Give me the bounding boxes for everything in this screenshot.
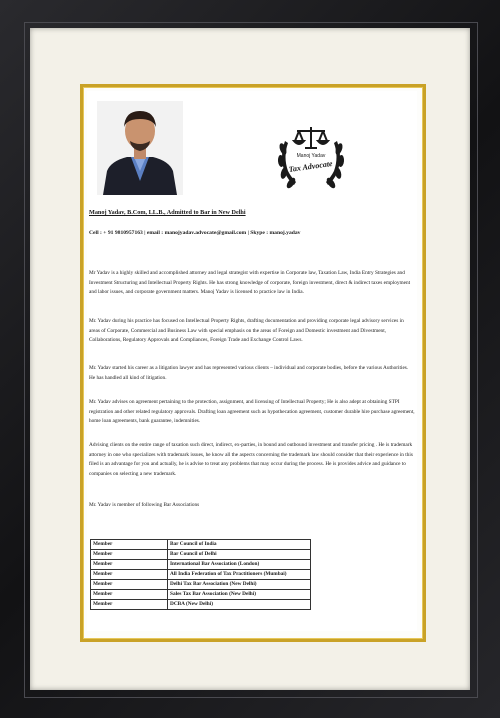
table-row	[91, 570, 311, 580]
scales-of-justice-icon	[294, 127, 328, 148]
table-row	[91, 560, 311, 570]
logo-top-text: Manoj Yadav	[296, 153, 326, 159]
bio-paragraph: Mr Yadav is a highly skilled and accomplished attorney and legal strategist with expertise in Corporate law, Taxation Law, India Entry Strategies and Investment Structuring and Intellectual Property Rights. He has strong knowledge of corporate, foreign investment, direct & indirect taxes employment and labor issues, and corporate government matters. Manoj Yadav is licensed to practice law in India.	[89, 270, 411, 296]
table-row	[91, 540, 311, 550]
membership-body: DCBA (New Delhi)	[168, 600, 311, 610]
membership-body: Bar Council of India	[168, 540, 311, 550]
bio-paragraph: Mr. Yadav started his career as a litigation lawyer and has represented various clients – individual and corporate bodies, before the various Authorities. He has handled all kind of litigation.	[89, 365, 409, 381]
table-row	[91, 550, 311, 560]
bio-paragraph: Mr. Yadav advises on agreement pertaining to the protection, assignment, and licensing of Intellectual Property; He is also adept at obtaining STPI registration and other related regulatory approvals. Drafting loan agreement such as hypothecation agreement, customer durable hire purchase agreement, home loan agreements, bank guarantee, indemnities.	[89, 399, 415, 425]
membership-role: Member	[91, 600, 168, 610]
membership-role: Member	[91, 580, 168, 590]
membership-body: Sales Tax Bar Association (New Delhi)	[168, 590, 311, 600]
profile-photo	[97, 101, 183, 195]
table-row	[91, 590, 311, 600]
membership-body: Bar Council of Delhi	[168, 550, 311, 560]
certificate-paper	[87, 91, 417, 631]
logo-bottom-text: Tax Advocate	[288, 159, 334, 175]
membership-intro: Mr. Yadav is member of following Bar Associations	[89, 502, 200, 508]
table-row	[91, 600, 311, 610]
membership-role: Member	[91, 590, 168, 600]
membership-body: International Bar Association (London)	[168, 560, 311, 570]
membership-role: Member	[91, 560, 168, 570]
membership-role: Member	[91, 570, 168, 580]
tax-advocate-logo	[271, 117, 351, 197]
person-portrait-icon	[97, 101, 183, 195]
membership-body: Delhi Tax Bar Association (New Delhi)	[168, 580, 311, 590]
contact-line: Cell : + 91 9810957163 | email : manojyadav.advocate@gmail.com | Skype : manoj.yadav	[89, 230, 301, 236]
advocate-name-line: Manoj Yadav, B.Com, LL.B., Admitted to Bar in New Delhi	[89, 209, 246, 216]
membership-body: All India Federation of Tax Practitioners (Mumbai)	[168, 570, 311, 580]
membership-role: Member	[91, 550, 168, 560]
bio-paragraph: Mr. Yadav during his practice has focused on Intellectual Property Rights, drafting documentation and providing corporate legal advisory services in areas of Corporate, Commercial and Business Law with special emphasis on the areas of Foreign and Domestic investment and Divestment, Collaborations, Regulatory Approvals and Compliances, Foreign Trade and Exchange Control Laws.	[89, 318, 404, 344]
membership-table	[90, 539, 311, 610]
bio-paragraph: Advising clients on the entire range of taxation such direct, indirect, ex-parties, in bound and outbound investment and transfer pricing . He is trademark attorney in one who specializes with trademark issues, he know all the aspects concerning the trademark law should consider that their experience in this filed is an advantage for you and actually, he is advise to treat any problems that may occur during the process. He is provides advice and guidance to companies on selecting a new trademark.	[89, 442, 413, 477]
membership-role: Member	[91, 540, 168, 550]
table-row	[91, 580, 311, 590]
